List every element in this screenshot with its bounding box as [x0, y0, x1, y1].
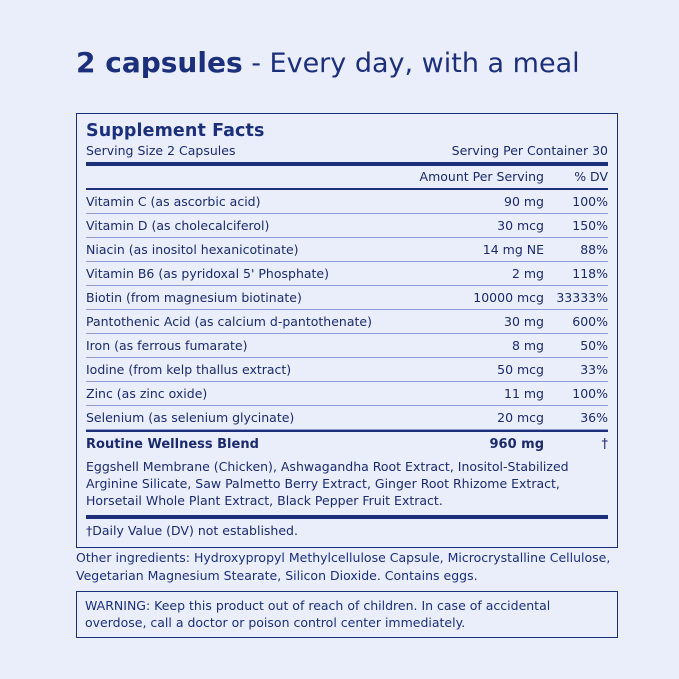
nutrient-amount: 8 mg — [511, 337, 544, 353]
table-row — [86, 262, 608, 286]
nutrient-name: Iodine (from kelp thallus extract) — [86, 361, 292, 377]
nutrient-amount: 30 mg — [504, 313, 544, 329]
serving-info-row — [86, 143, 608, 162]
table-row — [86, 310, 608, 334]
dosage-headline — [76, 46, 580, 81]
table-row — [86, 358, 608, 382]
nutrient-amount: 14 mg NE — [482, 241, 544, 257]
table-row — [86, 190, 608, 214]
table-row — [86, 406, 608, 430]
nutrient-name: Iron (as ferrous fumarate) — [86, 337, 248, 353]
column-headers — [86, 166, 608, 188]
nutrient-dv: 600% — [572, 313, 608, 329]
dosage-amount: 2 capsules — [76, 46, 243, 79]
nutrient-name: Selenium (as selenium glycinate) — [86, 409, 295, 425]
table-row — [86, 238, 608, 262]
nutrient-dv: 36% — [580, 409, 608, 425]
nutrient-dv: 150% — [572, 217, 608, 233]
table-row — [86, 334, 608, 358]
nutrient-name: Niacin (as inositol hexanicotinate) — [86, 241, 299, 257]
blend-amount: 960 mg — [489, 437, 544, 452]
nutrient-amount: 30 mcg — [497, 217, 544, 233]
other-ingredients: Other ingredients: Hydroxypropyl Methylcellulose Capsule, Microcrystalline Cellulose, Vegetarian Magnesium Stearate, Silicon Dioxide. Contains eggs. — [76, 550, 611, 583]
nutrient-amount: 11 mg — [504, 385, 544, 401]
column-header-amount: Amount Per Serving — [419, 169, 544, 184]
serving-size: Serving Size 2 Capsules — [86, 143, 236, 158]
nutrient-dv: 100% — [572, 193, 608, 209]
warning-box: WARNING: Keep this product out of reach of children. In case of accidental overdose, call a doctor or poison control center immediately. — [76, 591, 618, 638]
nutrient-amount: 50 mcg — [497, 361, 544, 377]
nutrient-dv: 33% — [580, 361, 608, 377]
blend-dv: † — [601, 437, 608, 452]
nutrient-amount: 10000 mcg — [473, 289, 544, 305]
nutrient-dv: 33333% — [556, 289, 608, 305]
table-row — [86, 382, 608, 406]
nutrient-name: Vitamin D (as cholecalciferol) — [86, 217, 270, 233]
blend-row — [86, 432, 608, 456]
nutrient-name: Zinc (as zinc oxide) — [86, 385, 208, 401]
dosage-instruction: - Every day, with a meal — [242, 48, 580, 79]
table-row — [86, 286, 608, 310]
nutrient-name: Biotin (from magnesium biotinate) — [86, 289, 302, 305]
nutrient-name: Pantothenic Acid (as calcium d-pantothenate) — [86, 313, 372, 329]
nutrient-name: Vitamin C (as ascorbic acid) — [86, 193, 261, 209]
nutrient-dv: 50% — [580, 337, 608, 353]
servings-per-container: Serving Per Container 30 — [451, 143, 608, 158]
nutrient-amount: 2 mg — [511, 265, 544, 281]
nutrient-amount: 20 mcg — [497, 409, 544, 425]
supplement-facts-title: Supplement Facts — [86, 121, 265, 141]
nutrient-dv: 118% — [572, 265, 608, 281]
column-header-dv: % DV — [574, 169, 608, 184]
table-row — [86, 214, 608, 238]
nutrient-dv: 88% — [580, 241, 608, 257]
blend-name: Routine Wellness Blend — [86, 437, 259, 452]
dv-footnote: †Daily Value (DV) not established. — [86, 523, 298, 538]
blend-ingredients: Eggshell Membrane (Chicken), Ashwagandha Root Extract, Inositol-Stabilized Arginine Silicate, Saw Palmetto Berry Extract, Ginger Root Rhizome Extract, Horsetail Whole Plant Extract, Black Pepper Fruit Extract. — [86, 459, 569, 508]
nutrient-amount: 90 mg — [504, 193, 544, 209]
nutrient-dv: 100% — [572, 385, 608, 401]
supplement-facts-panel — [76, 113, 618, 548]
column-header-blank — [86, 169, 414, 185]
nutrient-name: Vitamin B6 (as pyridoxal 5' Phosphate) — [86, 265, 329, 281]
